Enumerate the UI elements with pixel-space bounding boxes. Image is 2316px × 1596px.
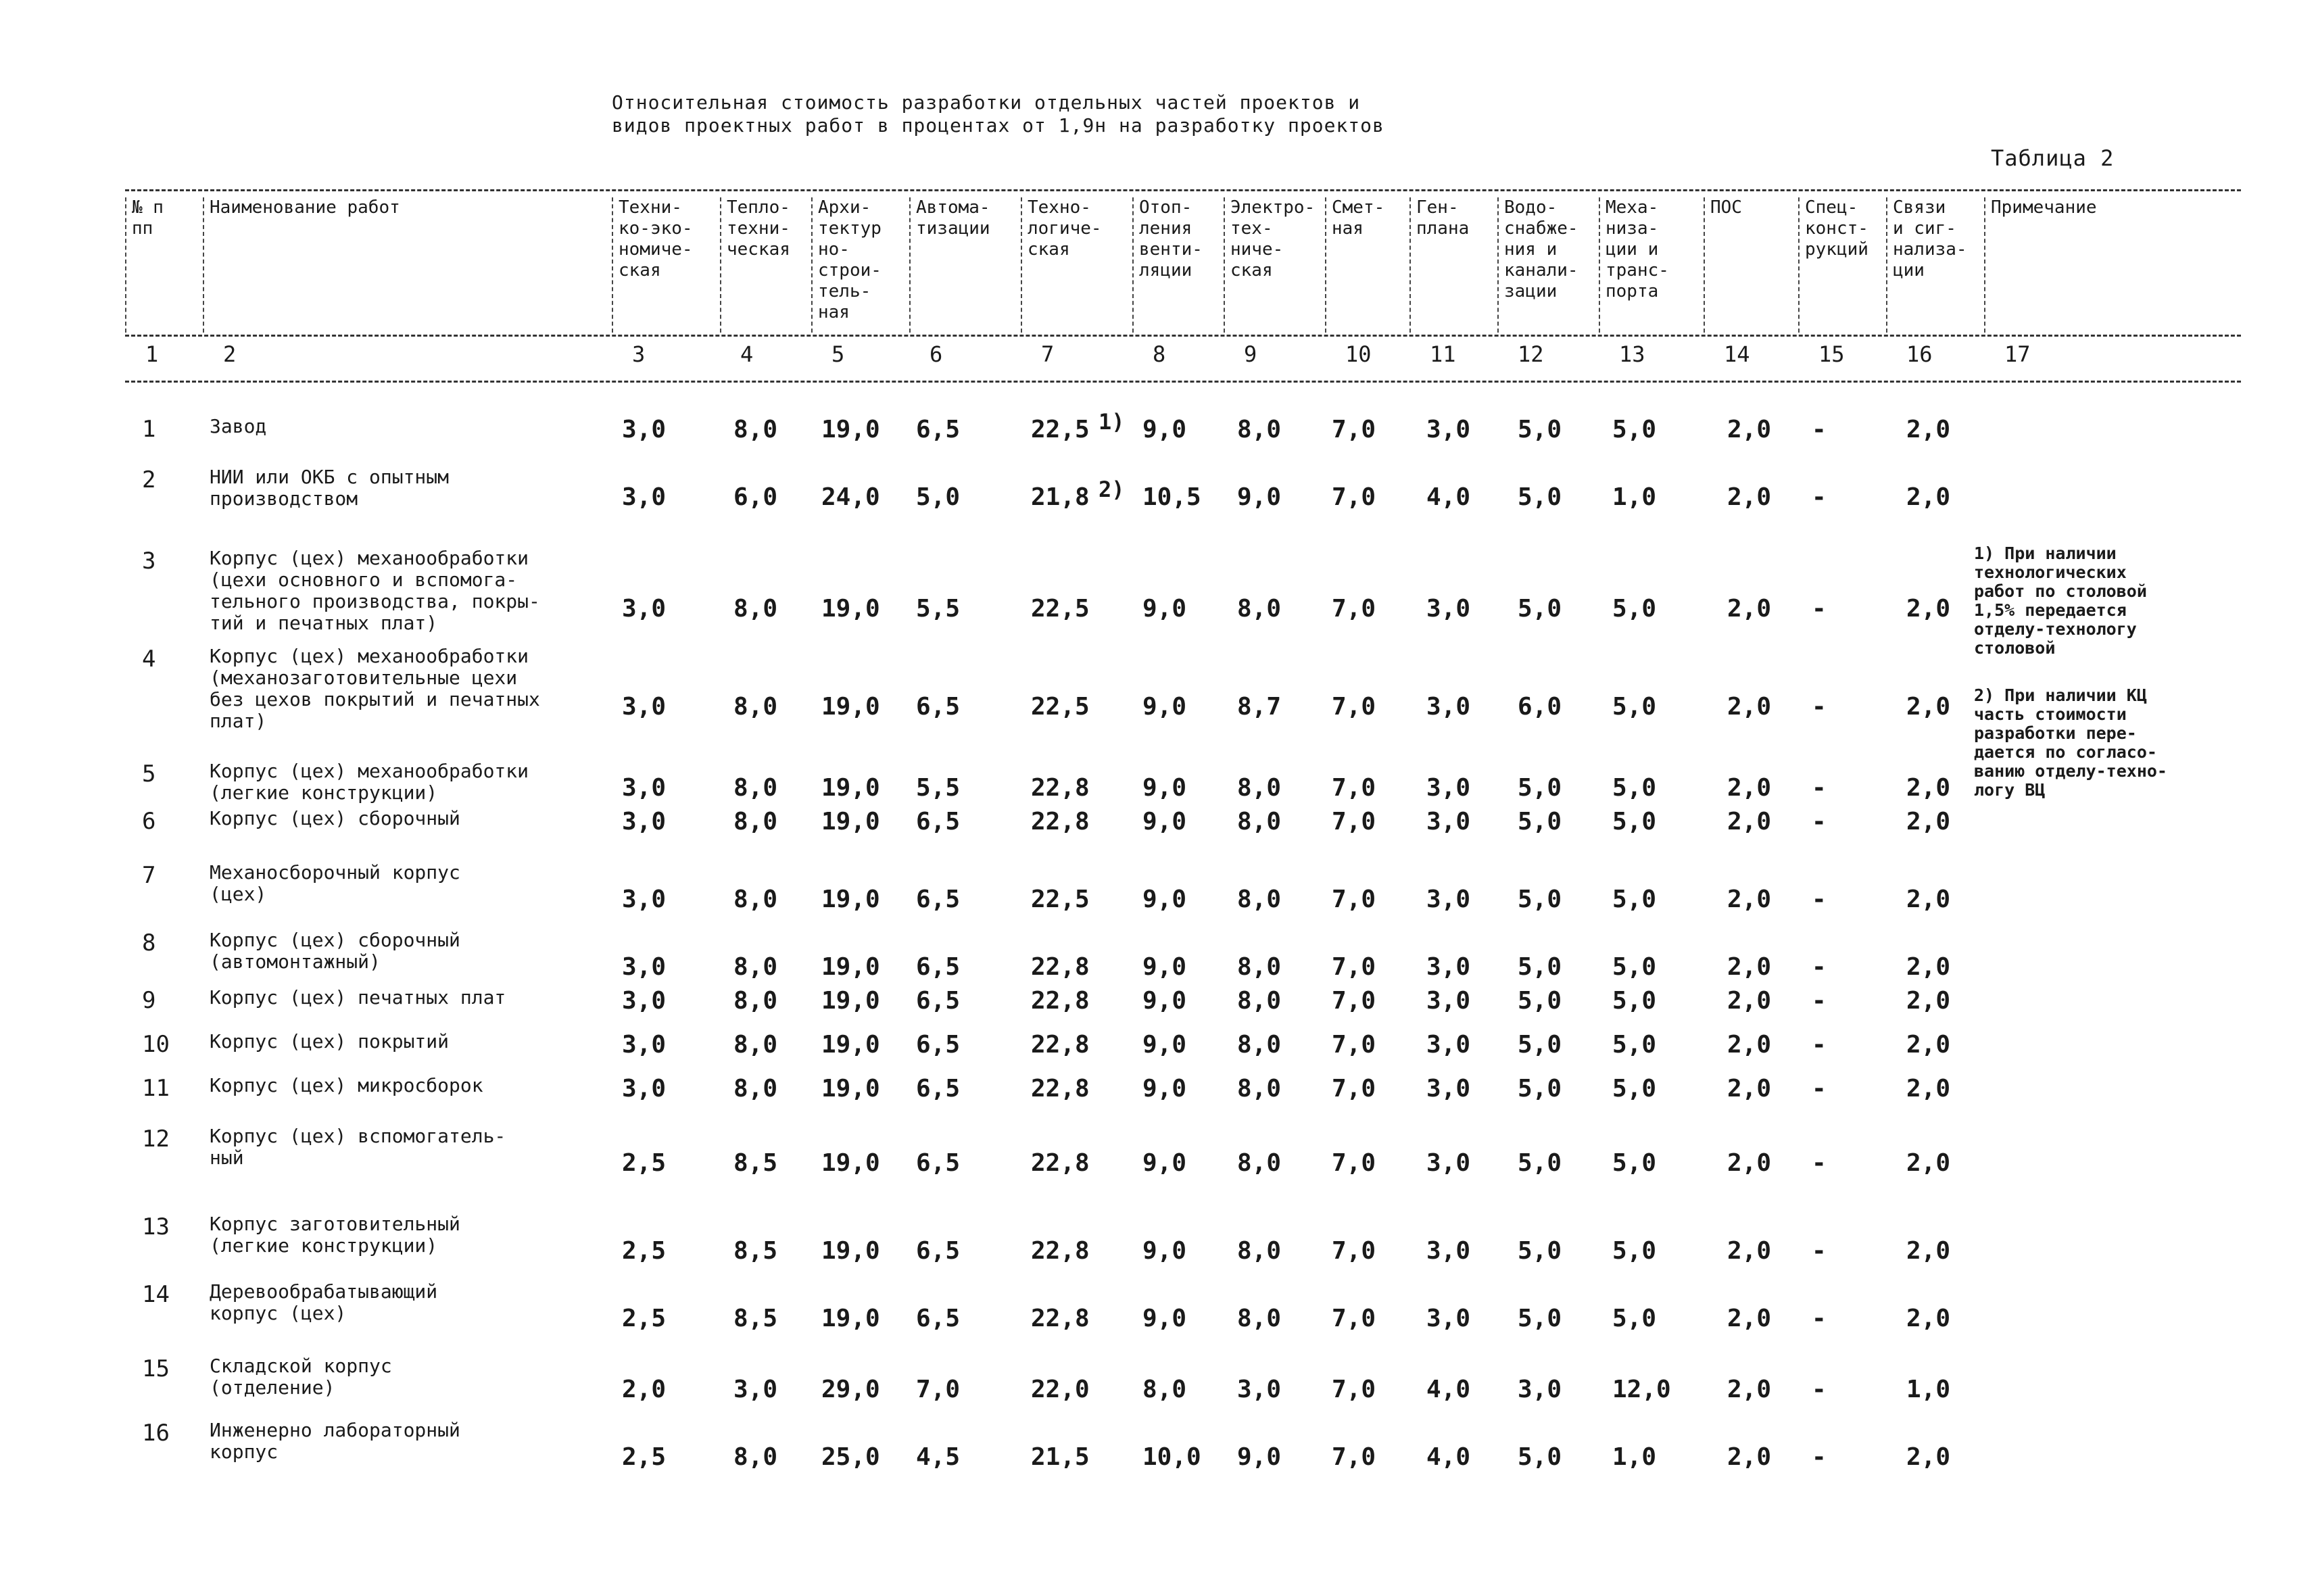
table-cell-col-8: 9,0 <box>1142 595 1187 623</box>
table-cell-col-3: 3,0 <box>622 416 667 443</box>
table-cell-col-7: 22,8 <box>1031 1149 1090 1177</box>
table-cell-col-13: 12,0 <box>1612 1376 1671 1403</box>
header-column-number-3: 3 <box>632 341 646 367</box>
note-1: 1) При наличии технологических работ по столовой 1,5% передается отделу-технологу столовой <box>1974 543 2147 658</box>
table-cell-col-10: 7,0 <box>1332 774 1376 802</box>
table-cell-col-5: 19,0 <box>821 953 880 981</box>
row-work-name: Корпус (цех) механообработки (цехи основного и вспомога- тельного производства, покры- тий и печатных плат) <box>210 547 540 634</box>
table-cell-col-16: 2,0 <box>1906 1305 1951 1332</box>
table-cell-col-12: 5,0 <box>1518 808 1562 836</box>
row-work-name: Корпус (цех) сборочный (автомонтажный) <box>210 929 460 973</box>
row-number: 6 <box>142 808 156 835</box>
table-cell-col-10: 7,0 <box>1332 1075 1376 1103</box>
table-cell-col-6: 6,5 <box>916 1031 961 1059</box>
table-cell-col-13: 5,0 <box>1612 886 1657 913</box>
table-cell-col-9: 9,0 <box>1237 483 1282 511</box>
table-cell-col-7: 22,5 <box>1031 595 1090 623</box>
table-cell-col-15: - <box>1812 693 1827 721</box>
header-cell-6: Автома- тизации <box>909 197 1021 333</box>
table-cell-col-13: 5,0 <box>1612 1031 1657 1059</box>
table-cell-col-16: 2,0 <box>1906 1075 1951 1103</box>
header-column-number-8: 8 <box>1153 341 1166 367</box>
table-cell-col-3: 3,0 <box>622 1075 667 1103</box>
row-work-name: Завод <box>210 415 267 437</box>
table-cell-col-5: 19,0 <box>821 595 880 623</box>
table-cell-col-16: 2,0 <box>1906 886 1951 913</box>
table-cell-col-4: 8,0 <box>733 987 778 1015</box>
table-cell-col-10: 7,0 <box>1332 483 1376 511</box>
header-column-number-4: 4 <box>740 341 754 367</box>
table-cell-col-14: 2,0 <box>1727 1305 1772 1332</box>
table-cell-col-9: 9,0 <box>1237 1443 1282 1471</box>
table-cell-col-6: 6,5 <box>916 1305 961 1332</box>
row-work-name: Корпус (цех) механообработки (механозаготовительные цехи без цехов покрытий и печатных плат) <box>210 645 540 732</box>
row-work-name: Корпус заготовительный (легкие конструкции) <box>210 1213 460 1257</box>
table-cell-col-7: 22,8 <box>1031 1031 1090 1059</box>
table-cell-col-5: 19,0 <box>821 1075 880 1103</box>
table-cell-col-15: - <box>1812 1443 1827 1471</box>
table-cell-col-5: 29,0 <box>821 1376 880 1403</box>
row-number: 9 <box>142 987 156 1014</box>
row-number: 14 <box>142 1281 170 1308</box>
table-cell-col-7: 22,8 <box>1031 774 1090 802</box>
header-cell-5: Архи- тектур но- строи- тель- ная <box>811 197 909 333</box>
table-cell-col-6: 6,5 <box>916 416 961 443</box>
table-cell-col-14: 2,0 <box>1727 1237 1772 1265</box>
table-cell-col-7: 22,5 <box>1031 693 1090 721</box>
table-cell-col-4: 8,0 <box>733 774 778 802</box>
table-cell-col-4: 8,0 <box>733 1031 778 1059</box>
table-cell-col-15: - <box>1812 1075 1827 1103</box>
table-cell-col-11: 4,0 <box>1426 483 1471 511</box>
table-cell-col-12: 5,0 <box>1518 1149 1562 1177</box>
table-cell-col-9: 8,0 <box>1237 1237 1282 1265</box>
header-column-number-13: 13 <box>1619 341 1645 367</box>
table-cell-col-9: 8,0 <box>1237 987 1282 1015</box>
table-cell-col-3: 3,0 <box>622 987 667 1015</box>
table-cell-col-10: 7,0 <box>1332 953 1376 981</box>
header-column-number-5: 5 <box>831 341 845 367</box>
table-cell-col-15: - <box>1812 987 1827 1015</box>
table-cell-col-13: 5,0 <box>1612 1237 1657 1265</box>
table-cell-col-8: 9,0 <box>1142 693 1187 721</box>
row-number: 16 <box>142 1420 170 1447</box>
table-cell-col-12: 5,0 <box>1518 1031 1562 1059</box>
row-work-name: Корпус (цех) сборочный <box>210 807 460 829</box>
row-work-name: Корпус (цех) покрытий <box>210 1030 450 1053</box>
header-column-number-11: 11 <box>1430 341 1456 367</box>
table-cell-col-3: 2,5 <box>622 1149 667 1177</box>
header-column-number-10: 10 <box>1345 341 1372 367</box>
table-cell-col-5: 25,0 <box>821 1443 880 1471</box>
table-cell-col-11: 3,0 <box>1426 595 1471 623</box>
table-cell-col-13: 5,0 <box>1612 774 1657 802</box>
table-cell-col-10: 7,0 <box>1332 1149 1376 1177</box>
table-cell-col-7: 22,8 <box>1031 1237 1090 1265</box>
table-cell-col-10: 7,0 <box>1332 886 1376 913</box>
table-cell-col-11: 3,0 <box>1426 1031 1471 1059</box>
table-cell-col-15: - <box>1812 1376 1827 1403</box>
table-cell-col-9: 8,0 <box>1237 416 1282 443</box>
table-cell-col-9: 3,0 <box>1237 1376 1282 1403</box>
table-label: Таблица 2 <box>1991 145 2115 171</box>
table-cell-col-5: 19,0 <box>821 774 880 802</box>
row-number: 1 <box>142 416 156 443</box>
table-cell-col-11: 4,0 <box>1426 1443 1471 1471</box>
table-cell-col-15: - <box>1812 595 1827 623</box>
table-cell-col-8: 10,5 <box>1142 483 1201 511</box>
table-cell-col-4: 8,0 <box>733 808 778 836</box>
table-cell-col-6: 6,5 <box>916 953 961 981</box>
table-cell-col-6: 6,5 <box>916 987 961 1015</box>
table-cell-col-15: - <box>1812 1237 1827 1265</box>
header-cell-3: Техни- ко-эко- номиче- ская <box>612 197 720 333</box>
table-cell-col-5: 19,0 <box>821 1305 880 1332</box>
table-cell-col-11: 3,0 <box>1426 886 1471 913</box>
table-cell-col-7: 22,8 <box>1031 987 1090 1015</box>
table-cell-col-10: 7,0 <box>1332 1376 1376 1403</box>
table-cell-col-16: 2,0 <box>1906 808 1951 836</box>
table-cell-col-7: 22,8 <box>1031 953 1090 981</box>
table-cell-col-9: 8,0 <box>1237 595 1282 623</box>
table-cell-col-9: 8,0 <box>1237 886 1282 913</box>
table-cell-col-16: 2,0 <box>1906 483 1951 511</box>
table-cell-col-16: 2,0 <box>1906 953 1951 981</box>
table-cell-col-8: 9,0 <box>1142 1031 1187 1059</box>
header-column-number-15: 15 <box>1818 341 1845 367</box>
table-cell-col-14: 2,0 <box>1727 953 1772 981</box>
table-cell-col-8: 9,0 <box>1142 1305 1187 1332</box>
table-cell-col-4: 8,5 <box>733 1305 778 1332</box>
row-number: 10 <box>142 1031 170 1058</box>
table-cell-col-13: 5,0 <box>1612 693 1657 721</box>
table-cell-col-9: 8,0 <box>1237 1149 1282 1177</box>
footnote-marker: 1) <box>1099 409 1125 435</box>
table-cell-col-12: 5,0 <box>1518 1305 1562 1332</box>
table-cell-col-13: 1,0 <box>1612 483 1657 511</box>
header-column-number-14: 14 <box>1724 341 1750 367</box>
table-cell-col-12: 3,0 <box>1518 1376 1562 1403</box>
table-cell-col-6: 6,5 <box>916 886 961 913</box>
table-cell-col-14: 2,0 <box>1727 774 1772 802</box>
table-cell-col-13: 5,0 <box>1612 1149 1657 1177</box>
table-cell-col-15: - <box>1812 1031 1827 1059</box>
table-cell-col-13: 1,0 <box>1612 1443 1657 1471</box>
table-cell-col-6: 5,5 <box>916 774 961 802</box>
table-cell-col-14: 2,0 <box>1727 483 1772 511</box>
table-cell-col-12: 5,0 <box>1518 987 1562 1015</box>
table-cell-col-13: 5,0 <box>1612 808 1657 836</box>
row-number: 15 <box>142 1355 170 1382</box>
row-work-name: НИИ или ОКБ с опытным производством <box>210 466 450 510</box>
table-cell-col-16: 2,0 <box>1906 1031 1951 1059</box>
table-cell-col-15: - <box>1812 953 1827 981</box>
table-cell-col-12: 5,0 <box>1518 595 1562 623</box>
table-cell-col-16: 2,0 <box>1906 774 1951 802</box>
table-cell-col-16: 2,0 <box>1906 595 1951 623</box>
table-cell-col-8: 9,0 <box>1142 953 1187 981</box>
table-cell-col-4: 8,0 <box>733 595 778 623</box>
table-cell-col-11: 3,0 <box>1426 1149 1471 1177</box>
header-column-number-7: 7 <box>1041 341 1055 367</box>
table-cell-col-15: - <box>1812 808 1827 836</box>
table-cell-col-14: 2,0 <box>1727 808 1772 836</box>
header-column-number-17: 17 <box>2004 341 2031 367</box>
header-cell-13: Меха- низа- ции и транс- порта <box>1599 197 1704 333</box>
table-cell-col-13: 5,0 <box>1612 987 1657 1015</box>
table-cell-col-7: 21,8 <box>1031 483 1090 511</box>
table-cell-col-7: 22,8 <box>1031 1075 1090 1103</box>
table-cell-col-9: 8,7 <box>1237 693 1282 721</box>
table-cell-col-12: 5,0 <box>1518 886 1562 913</box>
table-cell-col-13: 5,0 <box>1612 1075 1657 1103</box>
table-cell-col-11: 3,0 <box>1426 1237 1471 1265</box>
table-cell-col-4: 8,0 <box>733 1075 778 1103</box>
table-cell-col-8: 9,0 <box>1142 416 1187 443</box>
table-cell-col-8: 10,0 <box>1142 1443 1201 1471</box>
table-cell-col-7: 22,0 <box>1031 1376 1090 1403</box>
row-number: 2 <box>142 466 156 493</box>
table-cell-col-4: 8,0 <box>733 886 778 913</box>
table-cell-col-11: 3,0 <box>1426 1075 1471 1103</box>
table-cell-col-5: 19,0 <box>821 416 880 443</box>
table-cell-col-16: 2,0 <box>1906 693 1951 721</box>
footnote-marker: 2) <box>1099 477 1125 502</box>
table-cell-col-7: 22,8 <box>1031 1305 1090 1332</box>
table-cell-col-16: 2,0 <box>1906 987 1951 1015</box>
header-cell-16: Связи и сиг- нализа- ции <box>1886 197 1984 333</box>
table-cell-col-3: 2,5 <box>622 1443 667 1471</box>
row-number: 11 <box>142 1075 170 1102</box>
header-column-number-1: 1 <box>145 341 159 367</box>
table-cell-col-11: 3,0 <box>1426 774 1471 802</box>
table-cell-col-12: 5,0 <box>1518 1443 1562 1471</box>
table-cell-col-6: 7,0 <box>916 1376 961 1403</box>
table-cell-col-10: 7,0 <box>1332 1305 1376 1332</box>
table-cell-col-5: 19,0 <box>821 808 880 836</box>
header-column-number-16: 16 <box>1906 341 1933 367</box>
table-cell-col-5: 19,0 <box>821 987 880 1015</box>
table-cell-col-5: 19,0 <box>821 1149 880 1177</box>
table-cell-col-16: 2,0 <box>1906 1443 1951 1471</box>
table-cell-col-10: 7,0 <box>1332 693 1376 721</box>
table-cell-col-5: 19,0 <box>821 1031 880 1059</box>
table-cell-col-3: 3,0 <box>622 808 667 836</box>
table-cell-col-11: 4,0 <box>1426 1376 1471 1403</box>
table-cell-col-11: 3,0 <box>1426 693 1471 721</box>
table-cell-col-4: 8,5 <box>733 1237 778 1265</box>
table-cell-col-14: 2,0 <box>1727 693 1772 721</box>
table-cell-col-5: 24,0 <box>821 483 880 511</box>
table-cell-col-15: - <box>1812 886 1827 913</box>
table-cell-col-6: 6,5 <box>916 1237 961 1265</box>
table-cell-col-4: 3,0 <box>733 1376 778 1403</box>
table-cell-col-7: 22,5 <box>1031 886 1090 913</box>
table-cell-col-14: 2,0 <box>1727 1443 1772 1471</box>
table-cell-col-10: 7,0 <box>1332 1237 1376 1265</box>
table-cell-col-6: 6,5 <box>916 1075 961 1103</box>
table-cell-col-5: 19,0 <box>821 1237 880 1265</box>
table-cell-col-10: 7,0 <box>1332 987 1376 1015</box>
header-column-number-2: 2 <box>223 341 237 367</box>
header-cell-1: № п пп <box>125 197 203 333</box>
table-cell-col-14: 2,0 <box>1727 987 1772 1015</box>
table-cell-col-14: 2,0 <box>1727 1031 1772 1059</box>
table-cell-col-3: 3,0 <box>622 595 667 623</box>
table-cell-col-12: 5,0 <box>1518 1237 1562 1265</box>
table-cell-col-6: 4,5 <box>916 1443 961 1471</box>
table-cell-col-11: 3,0 <box>1426 987 1471 1015</box>
row-number: 8 <box>142 929 156 957</box>
header-cell-15: Спец- конст- рукций <box>1798 197 1886 333</box>
row-work-name: Корпус (цех) вспомогатель- ный <box>210 1125 506 1169</box>
table-cell-col-15: - <box>1812 1149 1827 1177</box>
table-cell-col-3: 3,0 <box>622 953 667 981</box>
row-number: 3 <box>142 548 156 575</box>
header-cell-11: Ген- плана <box>1409 197 1497 333</box>
table-cell-col-14: 2,0 <box>1727 595 1772 623</box>
table-cell-col-5: 19,0 <box>821 886 880 913</box>
row-work-name: Механосборочный корпус (цех) <box>210 861 460 905</box>
table-cell-col-10: 7,0 <box>1332 1443 1376 1471</box>
row-work-name: Складской корпус (отделение) <box>210 1355 392 1399</box>
table-cell-col-10: 7,0 <box>1332 1031 1376 1059</box>
row-work-name: Корпус (цех) печатных плат <box>210 986 506 1009</box>
table-cell-col-12: 5,0 <box>1518 774 1562 802</box>
header-cell-10: Смет- ная <box>1325 197 1409 333</box>
table-cell-col-4: 8,0 <box>733 693 778 721</box>
table-cell-col-8: 9,0 <box>1142 808 1187 836</box>
row-work-name: Корпус (цех) микросборок <box>210 1074 483 1096</box>
table-cell-col-8: 9,0 <box>1142 1149 1187 1177</box>
table-cell-col-14: 2,0 <box>1727 1149 1772 1177</box>
table-cell-col-4: 6,0 <box>733 483 778 511</box>
table-cell-col-7: 22,5 <box>1031 416 1090 443</box>
table-cell-col-8: 9,0 <box>1142 774 1187 802</box>
table-cell-col-11: 3,0 <box>1426 416 1471 443</box>
table-cell-col-15: - <box>1812 1305 1827 1332</box>
header-column-number-6: 6 <box>930 341 943 367</box>
row-work-name: Деревообрабатывающий корпус (цех) <box>210 1280 438 1324</box>
table-cell-col-10: 7,0 <box>1332 808 1376 836</box>
header-cell-12: Водо- снабже- ния и канали- зации <box>1497 197 1599 333</box>
table-cell-col-12: 5,0 <box>1518 416 1562 443</box>
table-cell-col-4: 8,0 <box>733 416 778 443</box>
table-cell-col-9: 8,0 <box>1237 953 1282 981</box>
table-cell-col-4: 8,5 <box>733 1149 778 1177</box>
table-cell-col-3: 3,0 <box>622 886 667 913</box>
row-number: 7 <box>142 862 156 889</box>
table-cell-col-4: 8,0 <box>733 953 778 981</box>
row-number: 4 <box>142 646 156 673</box>
table-cell-col-13: 5,0 <box>1612 416 1657 443</box>
table-cell-col-12: 6,0 <box>1518 693 1562 721</box>
row-number: 5 <box>142 760 156 788</box>
header-cell-17: Примечание <box>1984 197 2241 333</box>
table-cell-col-3: 3,0 <box>622 693 667 721</box>
table-cell-col-10: 7,0 <box>1332 595 1376 623</box>
table-cell-col-7: 21,5 <box>1031 1443 1090 1471</box>
table-cell-col-13: 5,0 <box>1612 953 1657 981</box>
header-cell-8: Отоп- ления венти- ляции <box>1132 197 1224 333</box>
table-cell-col-8: 9,0 <box>1142 1237 1187 1265</box>
table-cell-col-16: 1,0 <box>1906 1376 1951 1403</box>
table-cell-col-11: 3,0 <box>1426 1305 1471 1332</box>
table-cell-col-5: 19,0 <box>821 693 880 721</box>
table-cell-col-6: 6,5 <box>916 808 961 836</box>
table-cell-col-6: 6,5 <box>916 1149 961 1177</box>
header-cell-7: Техно- логиче- ская <box>1021 197 1132 333</box>
table-cell-col-9: 8,0 <box>1237 774 1282 802</box>
table-cell-col-3: 2,5 <box>622 1237 667 1265</box>
note-2: 2) При наличии КЦ часть стоимости разработки пере- дается по соглaсо- ванию отделу-техно- логу ВЦ <box>1974 685 2167 800</box>
header-cell-14: ПОС <box>1704 197 1798 333</box>
table-cell-col-8: 9,0 <box>1142 886 1187 913</box>
table-cell-col-15: - <box>1812 416 1827 443</box>
table-cell-col-15: - <box>1812 483 1827 511</box>
table-cell-col-14: 2,0 <box>1727 886 1772 913</box>
table-cell-col-11: 3,0 <box>1426 953 1471 981</box>
row-work-name: Инженерно лабораторный корпус <box>210 1419 460 1463</box>
table-cell-col-3: 3,0 <box>622 1031 667 1059</box>
row-work-name: Корпус (цех) механообработки (легкие конструкции) <box>210 760 529 804</box>
table-cell-col-14: 2,0 <box>1727 1075 1772 1103</box>
table-cell-col-13: 5,0 <box>1612 1305 1657 1332</box>
table-cell-col-6: 6,5 <box>916 693 961 721</box>
table-cell-col-12: 5,0 <box>1518 953 1562 981</box>
header-cell-9: Электро- тех- ниче- ская <box>1224 197 1325 333</box>
row-number: 13 <box>142 1213 170 1240</box>
row-number: 12 <box>142 1126 170 1153</box>
table-cell-col-3: 2,0 <box>622 1376 667 1403</box>
header-column-number-9: 9 <box>1244 341 1257 367</box>
table-cell-col-9: 8,0 <box>1237 808 1282 836</box>
table-cell-col-8: 9,0 <box>1142 1075 1187 1103</box>
table-cell-col-14: 2,0 <box>1727 1376 1772 1403</box>
table-cell-col-3: 3,0 <box>622 483 667 511</box>
header-cell-2: Наименование работ <box>203 197 612 333</box>
table-cell-col-9: 8,0 <box>1237 1305 1282 1332</box>
table-cell-col-16: 2,0 <box>1906 416 1951 443</box>
table-cell-col-7: 22,8 <box>1031 808 1090 836</box>
table-cell-col-3: 2,5 <box>622 1305 667 1332</box>
table-cell-col-6: 5,5 <box>916 595 961 623</box>
document-title: Относительная стоимость разработки отдельных частей проектов и видов проектных работ в процентах от 1,9н на разработку проектов <box>612 91 1384 137</box>
table-cell-col-16: 2,0 <box>1906 1237 1951 1265</box>
header-cell-4: Тепло- техни- ческая <box>720 197 811 333</box>
table-cell-col-8: 8,0 <box>1142 1376 1187 1403</box>
table-cell-col-15: - <box>1812 774 1827 802</box>
table-cell-col-12: 5,0 <box>1518 1075 1562 1103</box>
table-cell-col-3: 3,0 <box>622 774 667 802</box>
table-cell-col-8: 9,0 <box>1142 987 1187 1015</box>
header-column-number-12: 12 <box>1518 341 1544 367</box>
table-cell-col-4: 8,0 <box>733 1443 778 1471</box>
table-cell-col-16: 2,0 <box>1906 1149 1951 1177</box>
table-cell-col-13: 5,0 <box>1612 595 1657 623</box>
table-cell-col-10: 7,0 <box>1332 416 1376 443</box>
table-cell-col-9: 8,0 <box>1237 1075 1282 1103</box>
table-cell-col-14: 2,0 <box>1727 416 1772 443</box>
table-cell-col-9: 8,0 <box>1237 1031 1282 1059</box>
table-cell-col-6: 5,0 <box>916 483 961 511</box>
table-cell-col-11: 3,0 <box>1426 808 1471 836</box>
table-cell-col-12: 5,0 <box>1518 483 1562 511</box>
